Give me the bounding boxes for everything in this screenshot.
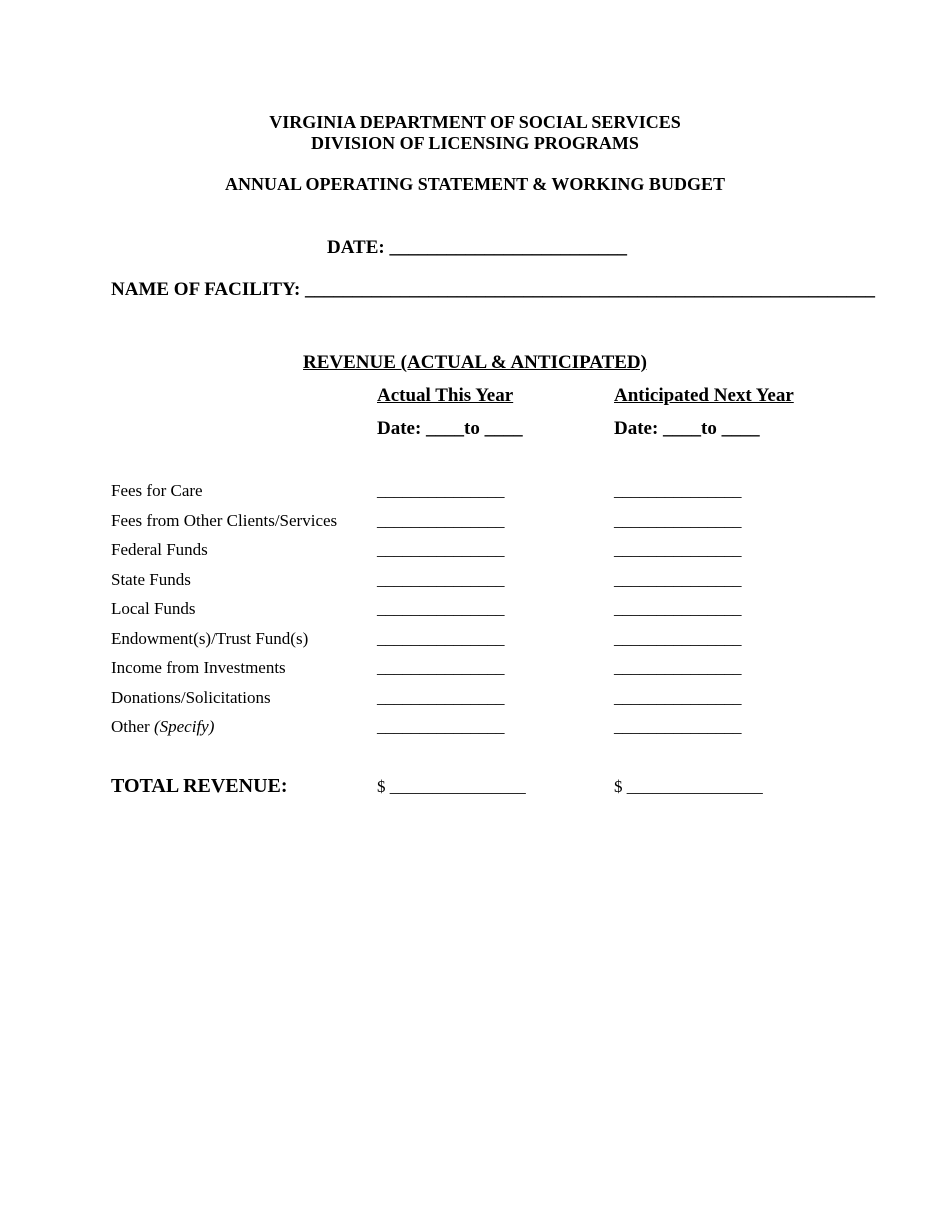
revenue-row-actual-field[interactable]: _______________ <box>377 570 505 589</box>
revenue-row-actual-field[interactable]: _______________ <box>377 481 505 500</box>
total-revenue-anticipated-field[interactable]: $ ________________ <box>614 777 763 796</box>
revenue-row-anticipated-field[interactable]: _______________ <box>614 599 742 618</box>
revenue-row-label <box>111 658 286 678</box>
form-title: ANNUAL OPERATING STATEMENT & WORKING BUDGET <box>225 174 725 194</box>
revenue-row-anticipated-field[interactable]: _______________ <box>614 570 742 589</box>
revenue-section-title: REVENUE (ACTUAL & ANTICIPATED) <box>303 352 647 373</box>
column-heading-anticipated: Anticipated Next Year <box>614 385 794 406</box>
date-field[interactable]: DATE: _________________________ <box>327 237 627 258</box>
facility-name-field[interactable]: NAME OF FACILITY: ____________________________________________________________ <box>111 279 876 300</box>
revenue-row-label-text: Endowment(s)/Trust Fund(s) <box>111 629 309 648</box>
total-revenue-label: TOTAL REVENUE: <box>111 775 288 797</box>
revenue-row-label <box>111 717 214 737</box>
revenue-row-label-text: Income from Investments <box>111 658 286 677</box>
revenue-row-label <box>111 511 337 531</box>
revenue-row-anticipated-field[interactable]: _______________ <box>614 511 742 530</box>
column-heading-actual: Actual This Year <box>377 385 514 406</box>
revenue-row-anticipated-field[interactable]: _______________ <box>614 658 742 677</box>
revenue-row-label-text: Local Funds <box>111 599 196 618</box>
column-date-range-actual[interactable]: Date: ____to ____ <box>377 418 523 439</box>
revenue-row-actual-field[interactable]: _______________ <box>377 599 505 618</box>
revenue-row-label-text: Fees for Care <box>111 481 203 500</box>
revenue-row-label-text: Federal Funds <box>111 540 208 559</box>
revenue-row-label-text: Other <box>111 717 154 736</box>
revenue-row-actual-field[interactable]: _______________ <box>377 629 505 648</box>
revenue-row-label-text: Donations/Solicitations <box>111 688 271 707</box>
revenue-row-anticipated-field[interactable]: _______________ <box>614 481 742 500</box>
revenue-row-label-text: State Funds <box>111 570 191 589</box>
revenue-row-actual-field[interactable]: _______________ <box>377 540 505 559</box>
revenue-row-actual-field[interactable]: _______________ <box>377 688 505 707</box>
revenue-row-label <box>111 629 308 649</box>
column-date-range-anticipated[interactable]: Date: ____to ____ <box>614 418 760 439</box>
revenue-row-actual-field[interactable]: _______________ <box>377 511 505 530</box>
agency-name: VIRGINIA DEPARTMENT OF SOCIAL SERVICES <box>269 112 681 132</box>
revenue-row-label <box>111 570 191 590</box>
revenue-row-anticipated-field[interactable]: _______________ <box>614 540 742 559</box>
revenue-row-actual-field[interactable]: _______________ <box>377 717 505 736</box>
division-name: DIVISION OF LICENSING PROGRAMS <box>311 133 639 153</box>
total-revenue-actual-field[interactable]: $ ________________ <box>377 777 526 796</box>
revenue-row-anticipated-field[interactable]: _______________ <box>614 717 742 736</box>
revenue-row-label <box>111 599 196 619</box>
revenue-row-label <box>111 688 271 708</box>
revenue-row-label <box>111 481 203 501</box>
revenue-row-specify-note: (Specify) <box>153 717 215 736</box>
revenue-row-anticipated-field[interactable]: _______________ <box>614 629 742 648</box>
revenue-row-label-text: Fees from Other Clients/Services <box>111 511 338 530</box>
revenue-row-anticipated-field[interactable]: _______________ <box>614 688 742 707</box>
revenue-row-actual-field[interactable]: _______________ <box>377 658 505 677</box>
revenue-row-label <box>111 540 208 560</box>
